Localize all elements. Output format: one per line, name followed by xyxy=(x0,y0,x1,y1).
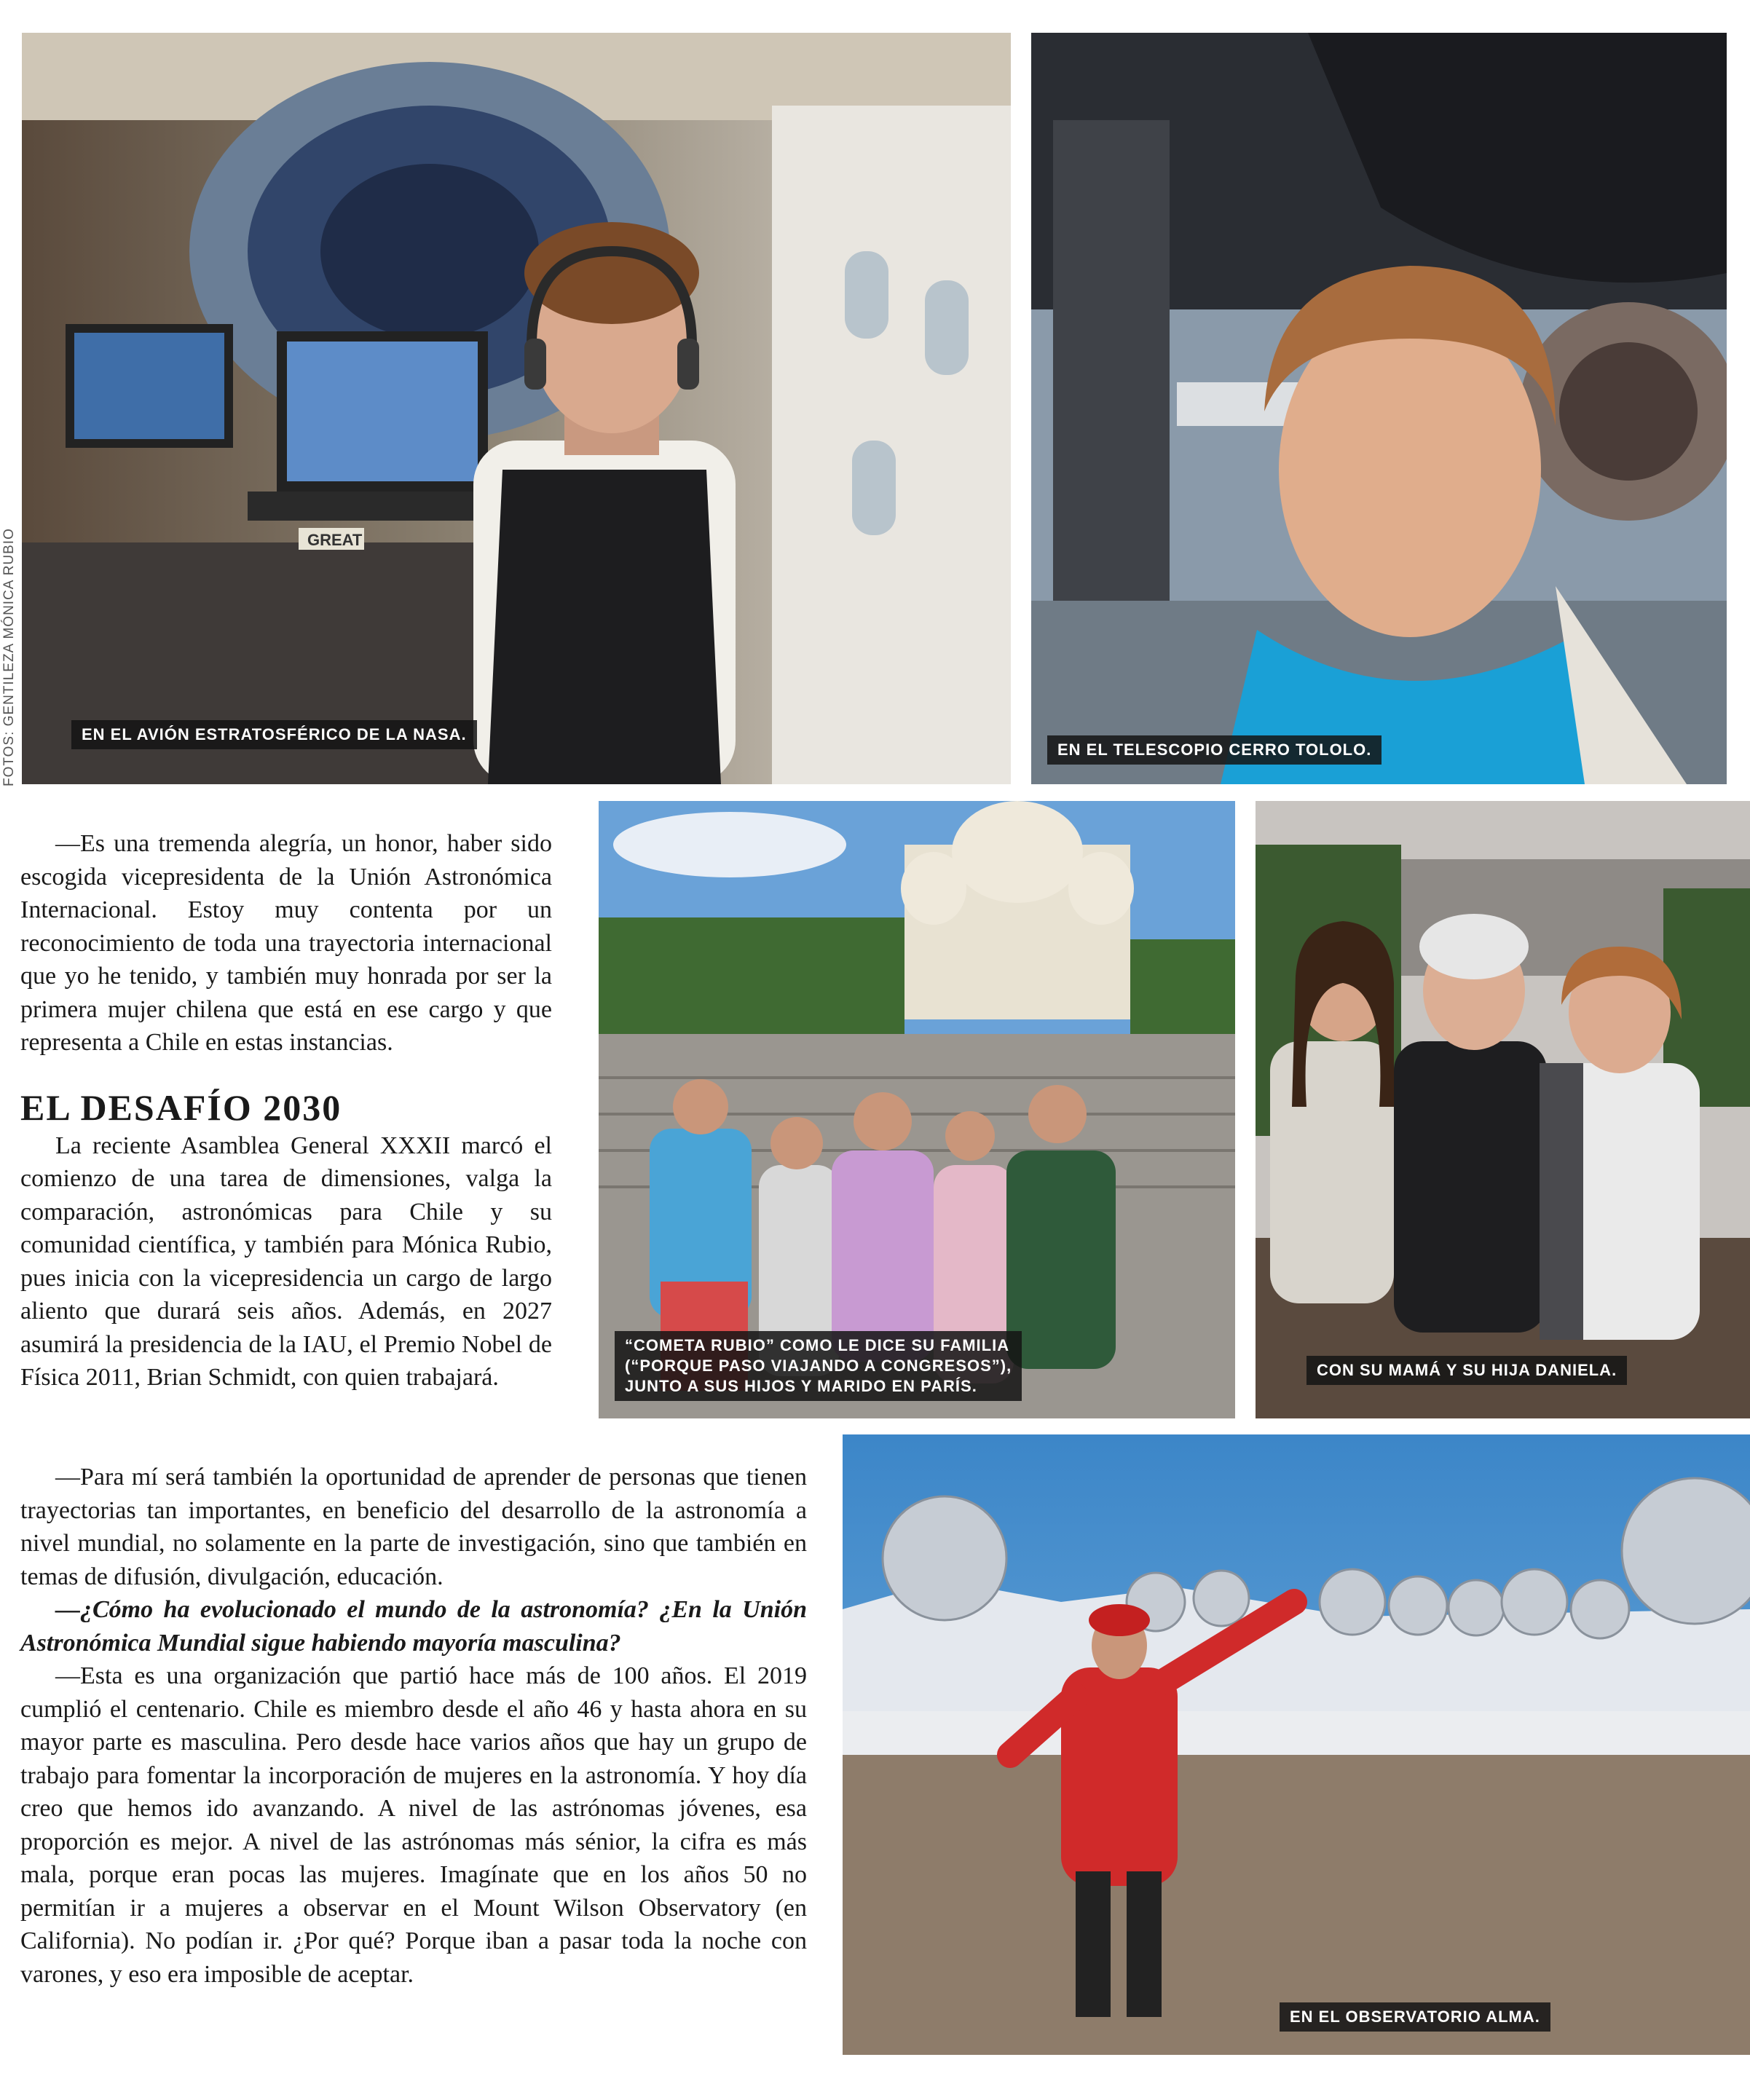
photo-credit: FOTOS: GENTILEZA MÓNICA RUBIO xyxy=(1,528,17,786)
nasa-plane-caption: EN EL AVIÓN ESTRATOSFÉRICO DE LA NASA. xyxy=(71,720,477,749)
family-caption: CON SU MAMÁ Y SU HIJA DANIELA. xyxy=(1306,1356,1627,1385)
photo-nasa-plane xyxy=(22,33,1011,784)
paris-illustration xyxy=(599,801,1235,1418)
alma-illustration xyxy=(843,1434,1750,2055)
article-column-upper xyxy=(20,827,552,1394)
alma-caption: EN EL OBSERVATORIO ALMA. xyxy=(1280,2002,1550,2032)
tololo-illustration xyxy=(1031,33,1727,784)
paris-caption: “COMETA RUBIO” COMO LE DICE SU FAMILIA (“PORQUE PASO VIAJANDO A CONGRESOS”), JUNTO A SUS HIJOS Y MARIDO EN PARÍS. xyxy=(615,1331,1022,1401)
photo-tololo xyxy=(1031,33,1727,784)
photo-family xyxy=(1256,801,1750,1418)
paragraph-1: La reciente Asamblea General XXXII marcó el comienzo de una tarea de dimensiones, valga la comparación, astronómicas para Chile y su comunidad científica, y también para Mónica Rubio, pues inicia con la vicepresidencia un cargo de largo aliento que durará seis años. Además, en 2027 asumirá la presidencia de la IAU, el Premio Nobel de Física 2011, Brian Schmidt, con quien trabajará. xyxy=(20,1132,552,1391)
photo-alma xyxy=(843,1434,1750,2055)
section-heading: EL DESAFÍO 2030 xyxy=(20,1086,342,1128)
tololo-caption: EN EL TELESCOPIO CERRO TOLOLO. xyxy=(1047,735,1382,765)
answer-3: —Esta es una organización que partió hace más de 100 años. El 2019 cumplió el centenario. Chile es miembro desde el año 46 y hasta ahora en su mayor parte es masculina. Pero desde hace varios años que hay un grupo de trabajo para fomentar la incorporación de mujeres en la astronomía. Y hoy día creo que hemos ido avanzando. A nivel de las astrónomas jóvenes, esa proporción es mejor. A nivel de las astrónomas más sénior, la cifra es más mala, porque eran pocas las mujeres. Imagínate que en los años 50 no permitían ir a mujeres a observar en el Mount Wilson Observatory (en California). No podían ir. ¿Por qué? Porque iban a pasar toda la noche con varones, y eso era imposible de aceptar. xyxy=(20,1662,807,1988)
intro-answer: —Es una tremenda alegría, un honor, haber sido escogida vicepresidenta de la Unión Astronómica Internacional. Estoy muy contenta por un reconocimiento de toda una trayectoria internacional que yo he tenido, y también muy honrada por ser la primera mujer chilena que está en ese cargo y que representa a Chile en estas instancias. xyxy=(20,830,552,1056)
photo-paris xyxy=(599,801,1235,1418)
question: —¿Cómo ha evolucionado el mundo de la astronomía? ¿En la Unión Astronómica Mundial sigue habiendo mayoría masculina? xyxy=(20,1596,807,1657)
nasa-plane-illustration xyxy=(22,33,1011,784)
answer-2: —Para mí será también la oportunidad de aprender de personas que tienen trayectorias tan importantes, en beneficio del desarrollo de la astronomía a nivel mundial, no solamente en la parte de investigación, sino que también en temas de difusión, divulgación, educación. xyxy=(20,1464,807,1590)
laptop-sticker: GREAT xyxy=(307,531,363,549)
article-column-lower xyxy=(20,1461,807,1991)
family-illustration xyxy=(1256,801,1750,1418)
